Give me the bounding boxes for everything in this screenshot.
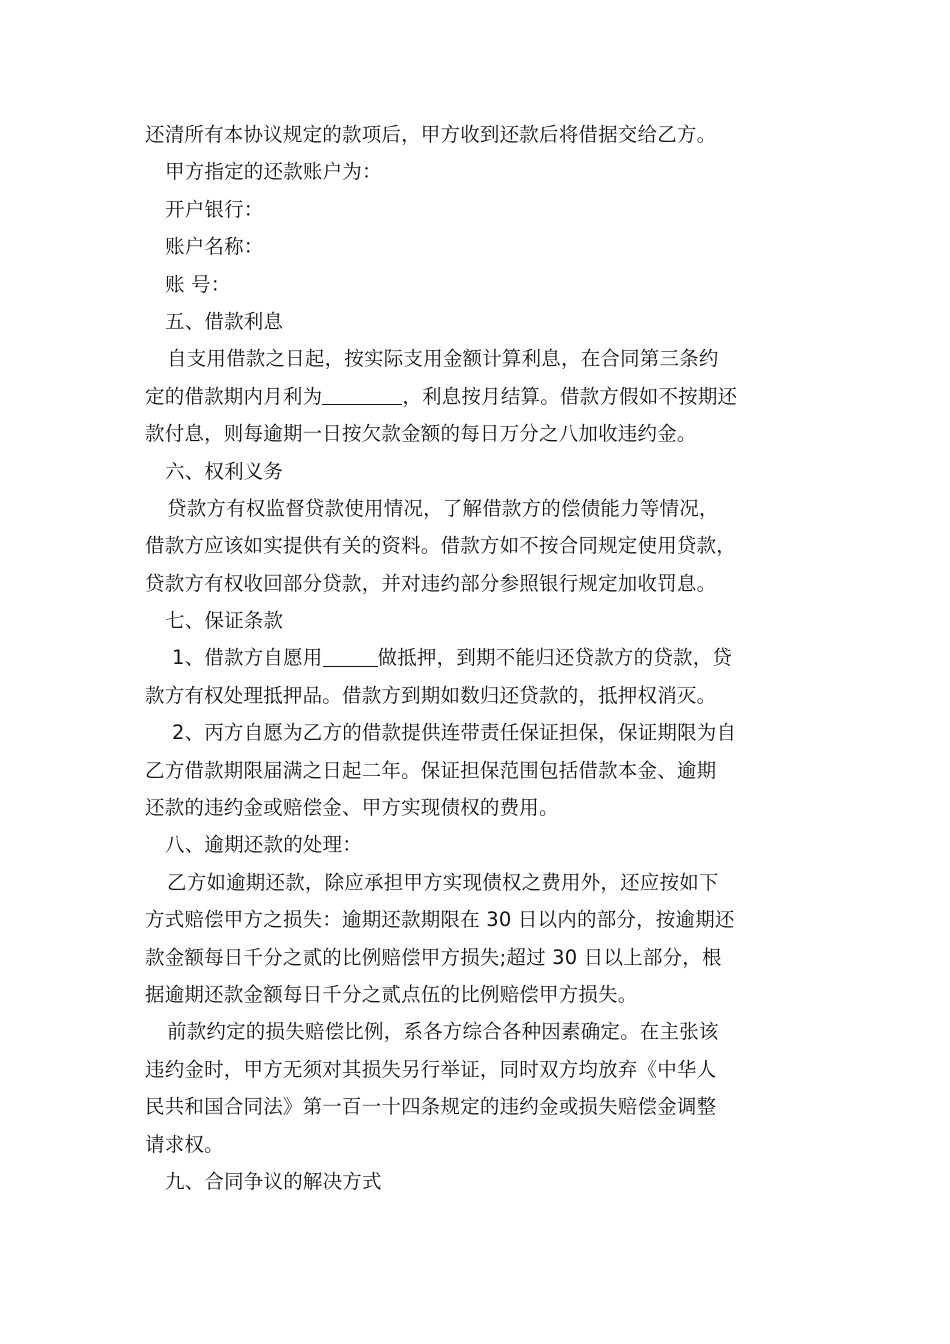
text-line: 方式赔偿甲方之损失：逾期还款期限在 30 日以内的部分，按逾期还	[145, 908, 735, 932]
text-line: 贷款方有权收回部分贷款，并对违约部分参照银行规定加收罚息。	[145, 571, 717, 595]
text-line: 款付息，则每逾期一日按欠款金额的每日万分之八加收违约金。	[145, 422, 697, 446]
section-heading: 八、逾期还款的处理：	[165, 833, 363, 857]
text-segment: 1、借款方自愿用	[172, 646, 323, 670]
text-line: 账户名称：	[165, 235, 264, 259]
section-heading: 七、保证条款	[165, 609, 284, 633]
text-line: 账 号：	[165, 272, 231, 296]
text-line: 还款的违约金或赔偿金、甲方实现债权的费用。	[145, 796, 559, 820]
section-heading: 六、权利义务	[165, 459, 284, 483]
text-line: 据逾期还款金额每日千分之贰点伍的比例赔偿甲方损失。	[145, 982, 638, 1006]
text-line: 违约金时，甲方无须对其损失另行举证，同时双方均放弃《中华人	[145, 1057, 717, 1081]
text-line: 请求权。	[145, 1132, 224, 1156]
section-heading: 九、合同争议的解决方式	[165, 1169, 382, 1193]
text-line: 乙方借款期限届满之日起二年。保证担保范围包括借款本金、逾期	[145, 758, 717, 782]
text-line-with-blank	[145, 639, 815, 676]
text-line: 贷款方有权监督贷款使用情况，了解借款方的偿债能力等情况，	[167, 496, 719, 520]
text-line: 借款方应该如实提供有关的资料。借款方如不按合同规定使用贷款，	[145, 534, 737, 558]
text-line: 乙方如逾期还款，除应承担甲方实现债权之费用外，还应按如下	[167, 870, 719, 894]
fill-in-blank	[323, 645, 378, 666]
fill-in-blank	[322, 384, 402, 405]
contract-body	[145, 116, 815, 1200]
section-heading: 五、借款利息	[165, 309, 284, 333]
text-line: 还清所有本协议规定的款项后，甲方收到还款后将借据交给乙方。	[145, 123, 717, 146]
text-line: 自支用借款之日起，按实际支用金额计算利息，在合同第三条约	[167, 347, 719, 371]
text-line: 2、丙方自愿为乙方的借款提供连带责任保证担保，保证期限为自	[172, 721, 737, 745]
text-line: 民共和国合同法》第一百一十四条规定的违约金或损失赔偿金调整	[145, 1095, 717, 1119]
text-segment: 做抵押，到期不能归还贷款方的贷款，贷	[377, 646, 733, 670]
text-line: 款方有权处理抵押品。借款方到期如数归还贷款的，抵押权消灭。	[145, 683, 717, 707]
text-line: 前款约定的损失赔偿比例，系各方综合各种因素确定。在主张该	[167, 1020, 719, 1044]
text-line-with-blank	[145, 378, 815, 415]
text-segment: 定的借款期内月利为	[145, 384, 323, 408]
text-line: 开户银行：	[165, 197, 264, 221]
text-line: 甲方指定的还款账户为：	[165, 160, 382, 184]
text-line: 款金额每日千分之贰的比例赔偿甲方损失;超过 30 日以上部分，根	[145, 945, 722, 969]
text-segment: ，利息按月结算。借款方假如不按期还	[402, 384, 738, 408]
